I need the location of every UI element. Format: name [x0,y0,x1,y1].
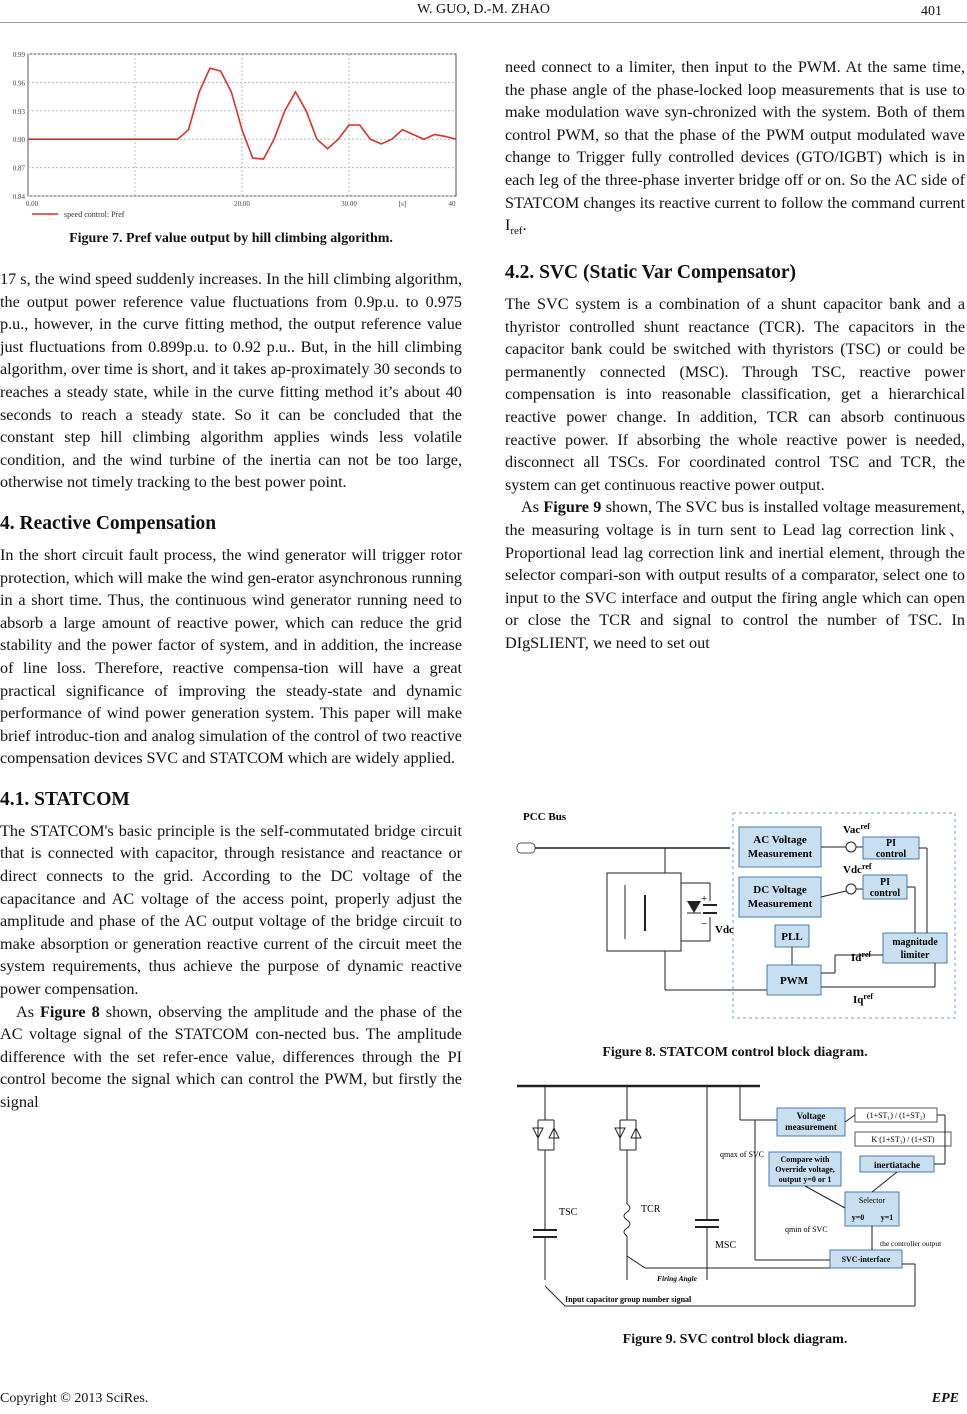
statcom-cont-text: need connect to a limiter, then input to the PWM. At the same time, the phase angle of the phase-locked loop measurements that is use to make modulation wave syn-chronized with the system. Both of them control PWM, so that the phase of the PWM output modulated wave change to Trigger fully controlled devices (GTO/IGBT) which is in each leg of the three-phase inverter bridge off or on. So the AC side of STATCOM changes its reactive current to follow the command current I [505,58,965,235]
statcom-cont-end: . [522,216,527,235]
x-tick-label: [s] [398,200,407,208]
figure-8-ref: Figure 8 [40,1002,100,1021]
figure-8-caption: Figure 8. STATCOM control block diagram. [602,1045,868,1060]
y-tick-label: 0.99 [12,51,25,59]
page-header [0,2,967,22]
section-42-paragraph-2 [505,496,965,654]
pi-1-line-1: PI [886,838,896,849]
vac-ref-label: Vac$^{ref}$ [843,822,870,836]
iref-subscript: ref [510,225,523,238]
right-column-text [505,56,965,654]
voltage-measurement-2: measurement [785,1122,837,1132]
inertia-block: inertiatache [874,1160,920,1170]
x-tick-label: 0.00 [25,200,39,208]
p2-as: As [16,1002,41,1021]
cap-plus: + [701,893,708,905]
qmin-label: qmin of SVC [785,1225,828,1234]
running-head-authors: W. GUO, D.-M. ZHAO [417,2,550,17]
svc-interface-label: SVC-interface [841,1255,891,1264]
p2-rest-svc: shown, The SVC bus is installed voltage measurement, the measuring voltage is in turn sent to Lead lag correction link、Proportional lead lag correction link and inertial element, through the selector compari-son with output results of a comparator, select one to input to the SVC interface and output the firing angle which can open or close the TCR and signal to control the number of TSC. In DIgSLIENT, we need to set out [505,498,965,652]
y-tick-label: 0.84 [12,193,25,201]
section-42-heading: 4.2. SVC (Static Var Compensator) [505,261,797,283]
x-tick-label: 30.00 [341,200,357,208]
pi-2-line-1: PI [880,877,890,888]
tsc-label: TSC [559,1207,578,1218]
left-column-text [0,268,462,1114]
figure-7-caption: Figure 7. Pref value output by hill climbing algorithm. [69,231,393,246]
header-rule [0,22,967,23]
magnitude-limiter-2: limiter [900,950,930,961]
figure-8-diagram [515,805,960,1020]
figure-9-ref: Figure 9 [543,498,602,517]
p2-rest: shown, observing the amplitude and the phase of the AC voltage signal of the STATCOM con-nected bus. The amplitude difference with the set refer-ence value, differences through the PI control become the signal which can control the PWM, but firstly the signal [0,1002,463,1111]
capacitor-signal-label: Input capacitor group number signal [565,1295,692,1304]
legend-label: speed control: Pref [64,210,125,219]
footer-journal: EPE [931,1391,959,1406]
figure-9-caption: Figure 9. SVC control block diagram. [622,1332,848,1347]
ac-measurement-2: Measurement [747,848,813,860]
y-tick-label: 0.93 [12,107,25,116]
pwm-label: PWM [779,975,809,987]
selector-y0: y=0 [851,1213,865,1222]
section-4-paragraph: In the short circuit fault process, the wind generator will trigger rotor protection, which will make the wind gen-erator asynchronous running in a short time. Thus, the continuous wind generator running need to absorb a large amount of reactive power, which can reduce the grid stability and the power factor of system, and in addition, the increase of line loss. Therefore, reactive compensa-tion will have a great practical significance of improving the steady-state and dynamic performance of wind power generation system. This paper will make brief introduc-tion and analog simulation of the control of two reactive compensation devices SVC and STATCOM which are widely applied. [0,545,462,768]
dc-measurement-1: DC Voltage [753,884,807,896]
vdc-label: Vdc [715,924,734,936]
compare-3: output y=0 or 1 [778,1175,832,1184]
x-tick-label: 20.00 [234,200,250,208]
tcr-label: TCR [641,1204,661,1215]
section-42-paragraph-1: The SVC system is a combination of a shunt capacitor bank and a thyristor controlled shunt reactance (TCR). The capacitors in the capacitor bank could be switched with thyristors (TSC) or could be permanently connected (MSC). Through TSC, reactive power compensation is into reasonable classification, get a hierarchical reactive power change. In addition, TCR can absorb continuous reactive power. If absorbing the whole reactive power is needed, disconnect all TSCs. For coordinated control TSC and TCR, the system can get continuous reactive power output. [505,294,965,494]
section-4-heading: 4. Reactive Compensation [0,512,217,534]
msc-label: MSC [715,1240,737,1251]
firing-angle-label: Firing Angle [657,1274,697,1283]
pi-1-line-2: control [875,849,907,860]
footer-copyright: Copyright © 2013 SciRes. [0,1391,149,1406]
dc-measurement-2: Measurement [747,898,813,910]
controller-output-label: the controller output [880,1239,942,1248]
vdc-ref-label: Vdc$^{ref}$ [843,862,872,876]
pcc-bus-label: PCC Bus [523,811,567,823]
x-tick-label: 40 [448,200,456,208]
paragraph-continuation: 17 s, the wind speed suddenly increases. In the hill climbing algorithm, the output power reference value fluctuations from 0.9p.u. to 0.975 p.u., however, in the curve fitting method, the output reference value just fluctuations from 0.899p.u. to 0.92 p.u.. But, in the hill climbing algorithm, over time is short, and it takes ap-proximately 30 seconds to reaches a steady state, while in the curve fitting method it’s about 40 seconds to reach a steady state. So it can be concluded that the constant step hill climbing algorithm applies winds less volatile condition, and the wind turbine of the inertia can not be too large, otherwise not timely tracking to the best power point. [0,270,462,492]
cap-minus: − [701,918,708,930]
figure-7-chart [0,50,462,220]
section-41-heading: 4.1. STATCOM [0,788,130,810]
ac-measurement-1: AC Voltage [753,834,807,846]
iq-ref-label: $Iq^{ref}$ [853,992,874,1006]
qmax-label: qmax of SVC [720,1150,764,1159]
id-ref-label: $Id^{ref}$ [851,950,872,964]
y-tick-label: 0.90 [12,136,25,145]
figure-7 [0,50,462,220]
section-41-paragraph-1: The STATCOM's basic principle is the self-commutated bridge circuit that is connected with capacitor, through resistance and reactance or direct connects to the grid. According to the DC voltage of the capacitance and AC voltage of the access point, properly adjust the amplitude and phase of the AC output voltage of the bridge circuit to make absorption or generation reactive current of the circuit meet the system requirements, thus achieve the purpose of dynamic reactive power compensation. [0,821,462,999]
pll-label: PLL [781,931,803,943]
y-tick-label: 0.87 [12,164,25,173]
statcom-continuation [505,56,965,243]
lead-lag-1: (1+ST₁) / (1+ST₂) [866,1111,926,1120]
p2-as-svc: As [521,498,544,517]
figure-9-diagram [515,1080,960,1320]
selector-y1: y=1 [880,1213,894,1222]
y-tick-label: 0.96 [12,79,25,88]
selector-label: Selector [858,1196,886,1205]
lead-lag-2: K (1+ST₃) / (1+ST) [871,1135,935,1144]
magnitude-limiter-1: magnitude [892,937,938,948]
compare-1: Compare with [780,1155,830,1164]
section-41-paragraph-2 [0,1001,462,1114]
page-number: 401 [921,4,942,19]
voltage-measurement-1: Voltage [796,1111,826,1121]
compare-2: Override voltage, [775,1165,835,1174]
pi-2-line-2: control [869,888,901,899]
